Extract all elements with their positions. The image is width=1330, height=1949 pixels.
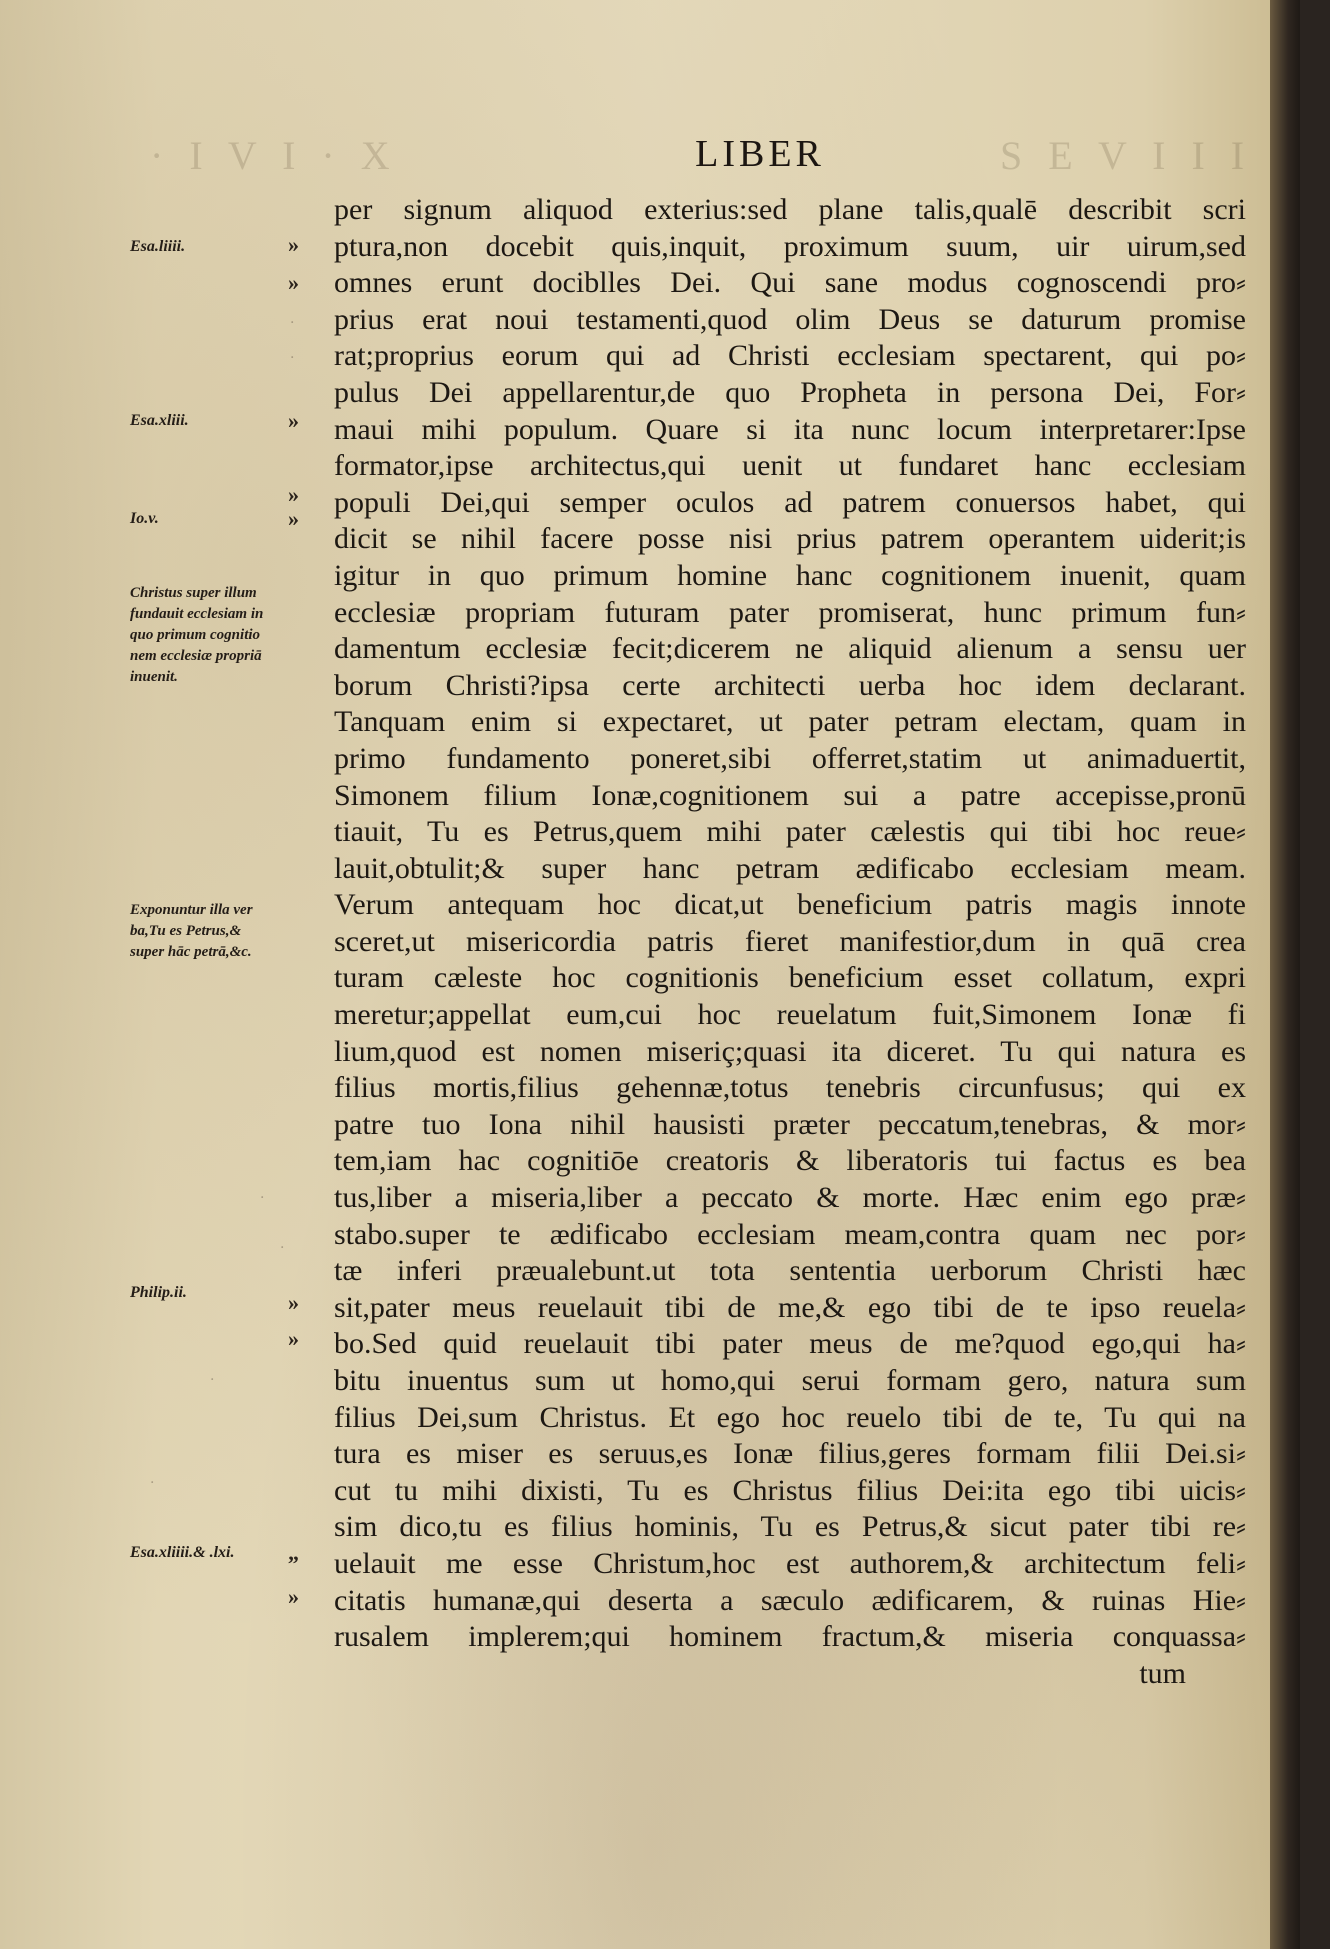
margin-note-line: Christus super illum <box>130 585 257 601</box>
margin-note-exponuntur <box>130 900 330 963</box>
text-line: omnes erunt dociblles Dei. Qui sane modus cognoscendi pro⸗ <box>334 266 1246 300</box>
paper-speck: · <box>290 315 295 331</box>
paper-speck: · <box>150 1475 155 1491</box>
text-line: bo.Sed quid reuelauit tibi pater meus de me?quod ego,qui ha⸗ <box>334 1327 1246 1361</box>
margin-note-line: inuenit. <box>130 669 178 685</box>
paper-speck: · <box>260 1190 265 1206</box>
text-line: cut tu mihi dixisti, Tu es Christus filius Dei:ita ego tibi uicis⸗ <box>334 1473 1246 1507</box>
text-line: sceret,ut misericordia patris fieret manifestior,dum in quā crea <box>334 924 1246 958</box>
margin-note-esa-xliii: Esa.xliii. <box>130 412 189 429</box>
quote-mark: » <box>288 482 299 507</box>
margin-note-esa-xliiii-lxi: Esa.xliiii.& .lxi. <box>130 1544 235 1561</box>
text-line: turam cæleste hoc cognitionis beneficium esset collatum, expri <box>334 961 1246 995</box>
margin-note-io-v: Io.v. <box>130 510 159 527</box>
text-line: per signum aliquod exterius:sed plane talis,qualē describit scri <box>334 193 1246 226</box>
text-line: filius Dei,sum Christus. Et ego hoc reuelo tibi de te, Tu qui na <box>334 1400 1246 1434</box>
quote-mark: » <box>288 408 299 433</box>
text-line: Simonem filium Ionæ,cognitionem sui a patre accepisse,pronū <box>334 778 1246 812</box>
text-line: meretur;appellat eum,cui hoc reuelatum fuit,Simonem Ionæ fi <box>334 998 1246 1032</box>
text-line: citatis humanæ,qui deserta a sæculo ædificarem, & ruinas Hie⸗ <box>334 1583 1246 1617</box>
show-through-text: · I V I · X <box>150 133 398 178</box>
margin-note-esa-liiii: Esa.liiii. <box>130 238 186 255</box>
text-line: lium,quod est nomen miseriç;quasi ita diceret. Tu qui natura es <box>334 1034 1246 1068</box>
text-line: pulus Dei appellarentur,de quo Propheta in persona Dei, For⸗ <box>334 375 1246 409</box>
book-spine <box>1270 0 1300 1949</box>
main-text-block <box>334 192 1246 1692</box>
text-line: borum Christi?ipsa certe architecti uerba hoc idem declarant. <box>334 668 1246 702</box>
text-line: Verum antequam hoc dicat,ut beneficium patris magis innote <box>334 888 1246 922</box>
text-line: tus,liber a miseria,liber a peccato & morte. Hæc enim ego præ⸗ <box>334 1181 1246 1215</box>
text-line: dicit se nihil facere posse nisi prius patrem operantem uiderit;is <box>334 522 1246 556</box>
text-line: sit,pater meus reuelauit tibi de me,& ego tibi de te ipso reuela⸗ <box>334 1290 1246 1324</box>
show-through-text: S E V I I I <box>1000 133 1253 178</box>
text-line: damentum ecclesiæ fecit;dicerem ne aliquid alienum a sensu uer <box>334 632 1246 666</box>
text-line: rusalem implerem;qui hominem fractum,& miseria conquassa⸗ <box>334 1620 1246 1654</box>
quote-mark: „ <box>288 1540 299 1565</box>
text-line: prius erat noui testamenti,quod olim Deus se daturum promise <box>334 302 1246 336</box>
text-line: formator,ipse architectus,qui uenit ut fundaret hanc ecclesiam <box>334 449 1246 483</box>
text-line: filius mortis,filius gehennæ,totus tenebris circunfusus; qui ex <box>334 1071 1246 1105</box>
margin-note-philip-ii: Philip.ii. <box>130 1284 187 1301</box>
margin-note-line: ba,Tu es Petrus,& <box>130 923 242 939</box>
text-line: uelauit me esse Christum,hoc est authorem,& architectum feli⸗ <box>334 1546 1246 1580</box>
text-line: tum <box>1139 1656 1186 1690</box>
paper-speck: · <box>280 1240 285 1256</box>
text-line: ecclesiæ propriam futuram pater promiserat, hunc primum fun⸗ <box>334 595 1246 629</box>
text-line: sim dico,tu es filius hominis, Tu es Petrus,& sicut pater tibi re⸗ <box>334 1510 1246 1544</box>
quote-mark: » <box>288 1584 299 1609</box>
paper-speck: · <box>210 1372 215 1388</box>
text-line: stabo.super te ædificabo ecclesiam meam,contra quam nec por⸗ <box>334 1217 1246 1251</box>
quote-mark: » <box>288 506 299 531</box>
text-line: igitur in quo primum homine hanc cognitionem inuenit, quam <box>334 558 1246 592</box>
text-line: tem,iam hac cognitiōe creatoris & liberatoris tui factus es bea <box>334 1144 1246 1178</box>
text-line: primo fundamento poneret,sibi offerret,statim ut animaduertit, <box>334 741 1246 775</box>
running-header: LIBER <box>695 133 825 175</box>
margin-note-line: Exponuntur illa ver <box>130 902 253 918</box>
text-line: Tanquam enim si expectaret, ut pater petram electam, quam in <box>334 705 1246 739</box>
text-line: tæ inferi præualebunt.ut tota sententia uerborum Christi hæc <box>334 1254 1246 1288</box>
text-line: patre tuo Iona nihil hausisti præter peccatum,tenebras, & mor⸗ <box>334 1107 1246 1141</box>
margin-note-line: quo primum cognitio <box>130 627 261 643</box>
text-line: bitu inuentus sum ut homo,qui serui formam gero, natura sum <box>334 1364 1246 1397</box>
text-line: maui mihi populum. Quare si ita nunc locum interpretarer:Ipse <box>334 412 1246 446</box>
margin-note-christus <box>130 583 330 688</box>
margin-note-line: nem ecclesiæ propriā <box>130 648 262 664</box>
text-line: rat;proprius eorum qui ad Christi ecclesiam spectarent, qui po⸗ <box>334 339 1246 373</box>
margin-note-line: fundauit ecclesiam in <box>130 606 264 622</box>
text-line: ptura,non docebit quis,inquit, proximum suum, uir uirum,sed <box>334 229 1246 263</box>
quote-mark: » <box>288 232 299 257</box>
text-line: lauit,obtulit;& super hanc petram ædificabo ecclesiam meam. <box>334 851 1246 885</box>
text-line: tiauit, Tu es Petrus,quem mihi pater cælestis qui tibi hoc reue⸗ <box>334 815 1246 849</box>
paper-speck: · <box>290 350 295 366</box>
quote-mark: » <box>288 1290 299 1315</box>
quote-mark: » <box>288 270 299 295</box>
text-line: tura es miser es seruus,es Ionæ filius,geres formam filii Dei.si⸗ <box>334 1437 1246 1471</box>
text-line: populi Dei,qui semper oculos ad patrem conuersos habet, qui <box>334 485 1246 519</box>
quote-mark: » <box>288 1326 299 1351</box>
margin-note-line: super hāc petrā,&c. <box>130 944 252 960</box>
